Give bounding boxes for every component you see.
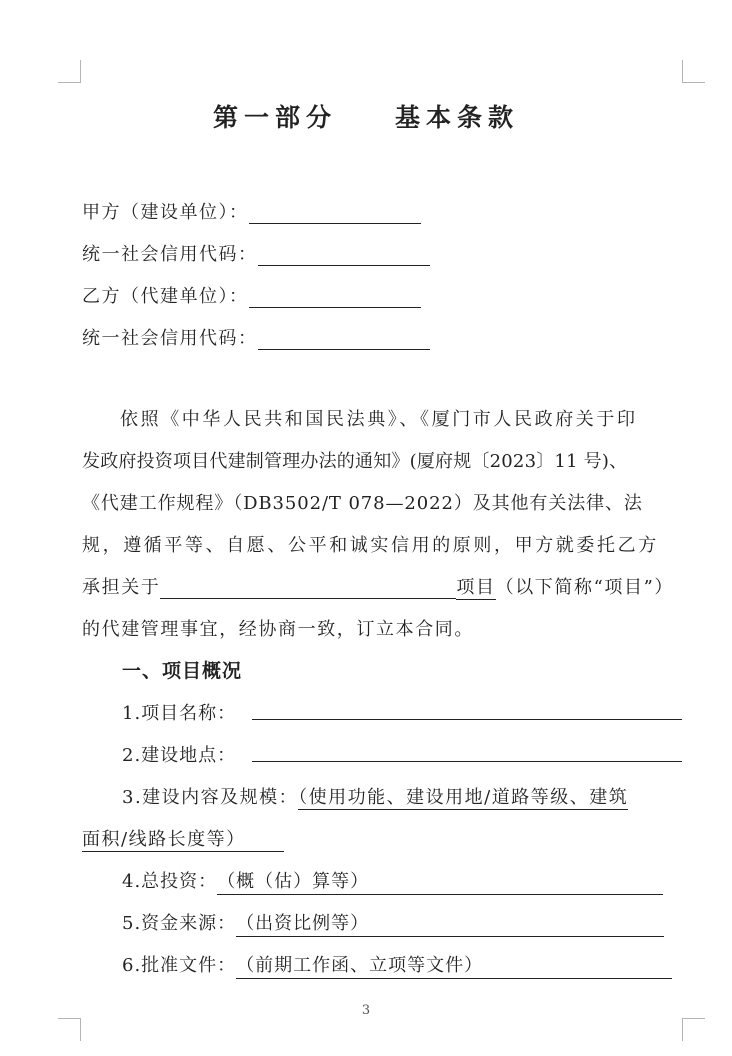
item-value: （出资比例等） bbox=[236, 909, 664, 937]
intro-line5-suffix: （以下简称“项目”） bbox=[495, 577, 675, 598]
intro-paragraph bbox=[82, 405, 682, 645]
party-b-credit-code-row bbox=[82, 324, 430, 350]
item-label: 1.项目名称： bbox=[122, 703, 237, 724]
party-b-blank bbox=[249, 287, 421, 308]
item-scope bbox=[122, 783, 628, 809]
item-construction-site bbox=[122, 741, 682, 767]
page-title bbox=[0, 98, 732, 134]
intro-line: 《代建工作规程》（DB3502/T 078—2022）及其他有关法律、法 bbox=[82, 493, 643, 514]
item-label: 4.总投资： bbox=[122, 871, 218, 892]
intro-line5-underlined: 项目 bbox=[456, 577, 496, 598]
intro-line: 规，遵循平等、自愿、公平和诚实信用的原则，甲方就委托乙方 bbox=[82, 535, 659, 556]
item-fund-source bbox=[122, 909, 682, 937]
intro-line-project bbox=[82, 573, 674, 599]
party-a-row bbox=[82, 198, 421, 224]
project-name-blank bbox=[160, 581, 456, 599]
crop-mark-bottom-right bbox=[682, 1018, 705, 1041]
item-value-continued: 面积/线路长度等） bbox=[82, 829, 284, 852]
party-b-label: 乙方（代建单位）： bbox=[82, 286, 249, 307]
party-a-blank bbox=[249, 203, 421, 224]
party-a-credit-code-row bbox=[82, 240, 430, 266]
intro-line5-prefix: 承担关于 bbox=[82, 577, 161, 598]
item-scope-continued bbox=[82, 825, 284, 851]
party-b-credit-code-blank bbox=[258, 329, 430, 350]
intro-line: 的代建管理事宜，经协商一致，订立本合同。 bbox=[82, 619, 474, 640]
party-b-credit-code-label: 统一社会信用代码： bbox=[82, 328, 258, 349]
item-total-investment bbox=[122, 867, 682, 895]
party-a-credit-code-label: 统一社会信用代码： bbox=[82, 244, 258, 265]
item-approval-documents bbox=[122, 951, 682, 979]
project-name-field-blank bbox=[252, 699, 682, 720]
title-name: 基本条款 bbox=[395, 103, 520, 132]
crop-mark-top-left bbox=[58, 60, 81, 83]
item-project-name bbox=[122, 699, 682, 725]
construction-site-field-blank bbox=[252, 741, 682, 762]
party-a-label: 甲方（建设单位）： bbox=[82, 202, 249, 223]
party-a-credit-code-blank bbox=[258, 245, 430, 266]
item-label: 2.建设地点： bbox=[122, 745, 237, 766]
page-number: 3 bbox=[361, 1003, 371, 1018]
item-value: （前期工作函、立项等文件） bbox=[236, 951, 672, 979]
intro-line: 依照《中华人民共和国民法典》、《厦门市人民政府关于印 bbox=[120, 409, 638, 430]
item-label: 6.批准文件： bbox=[122, 955, 237, 976]
item-label: 5.资金来源： bbox=[122, 913, 237, 934]
item-label: 3.建设内容及规模： bbox=[122, 787, 299, 808]
item-value: （使用功能、建设用地/道路等级、建筑 bbox=[298, 787, 629, 808]
title-part: 第一部分 bbox=[212, 103, 337, 132]
intro-line: 发政府投资项目代建制管理办法的通知》(厦府规〔2023〕11 号)、 bbox=[82, 451, 628, 472]
party-b-row bbox=[82, 282, 421, 308]
crop-mark-top-right bbox=[682, 60, 705, 83]
item-value: （概（估）算等） bbox=[217, 867, 663, 895]
crop-mark-bottom-left bbox=[58, 1018, 81, 1041]
section-heading: 一、项目概况 bbox=[122, 660, 243, 682]
